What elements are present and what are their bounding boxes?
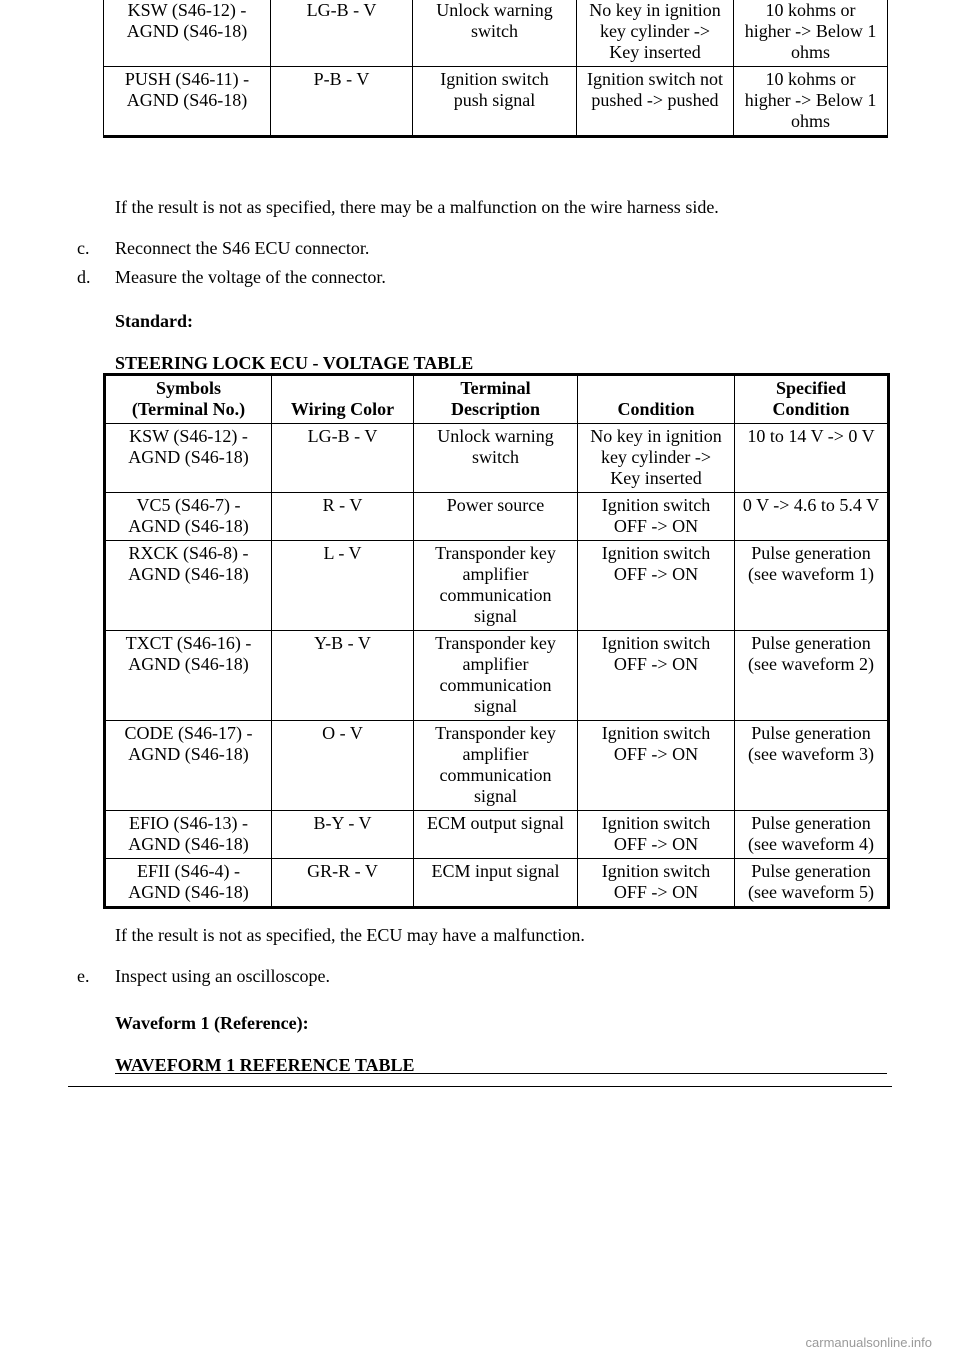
- table-cell: No key in ignition key cylinder -> Key inserted: [577, 0, 734, 67]
- table-cell: KSW (S46-12) - AGND (S46-18): [104, 0, 271, 67]
- result-note-ecu: If the result is not as specified, the ECU may have a malfunction.: [115, 925, 585, 945]
- table-header-cell: Symbols (Terminal No.): [105, 375, 272, 424]
- table-row: [104, 0, 888, 67]
- table-cell: 10 kohms or higher -> Below 1 ohms: [734, 0, 888, 67]
- waveform-table-title: WAVEFORM 1 REFERENCE TABLE: [115, 1055, 415, 1075]
- table-row: [105, 721, 889, 811]
- table-cell: EFIO (S46-13) - AGND (S46-18): [105, 811, 272, 859]
- table-cell: EFII (S46-4) - AGND (S46-18): [105, 859, 272, 908]
- table-cell: TXCT (S46-16) - AGND (S46-18): [105, 631, 272, 721]
- table-cell: PUSH (S46-11) - AGND (S46-18): [104, 67, 271, 137]
- step-d: [77, 267, 386, 288]
- table-cell: Ignition switch OFF -> ON: [578, 541, 735, 631]
- table-cell: P-B - V: [271, 67, 413, 137]
- step-c: [77, 238, 369, 259]
- step-d-marker: d.: [77, 267, 91, 287]
- table-cell: Pulse generation (see waveform 1): [735, 541, 889, 631]
- voltage-table-title: STEERING LOCK ECU - VOLTAGE TABLE: [115, 353, 474, 373]
- watermark: carmanualsonline.info: [805, 1335, 932, 1350]
- table-cell: Transponder key amplifier communication signal: [414, 721, 578, 811]
- step-c-marker: c.: [77, 238, 90, 258]
- table-cell: No key in ignition key cylinder -> Key inserted: [578, 424, 735, 493]
- table-cell: ECM output signal: [414, 811, 578, 859]
- table-cell: O - V: [272, 721, 414, 811]
- table-cell: Pulse generation (see waveform 4): [735, 811, 889, 859]
- waveform-table-rule: [115, 1073, 887, 1074]
- table-cell: Power source: [414, 493, 578, 541]
- table-cell: 0 V -> 4.6 to 5.4 V: [735, 493, 889, 541]
- table-cell: B-Y - V: [272, 811, 414, 859]
- steering-lock-ecu-voltage-table: [103, 373, 890, 909]
- step-d-text: Measure the voltage of the connector.: [115, 267, 386, 287]
- voltage-table-body: [105, 424, 889, 908]
- table-cell: R - V: [272, 493, 414, 541]
- table-cell: Pulse generation (see waveform 5): [735, 859, 889, 908]
- table-cell: Unlock warning switch: [413, 0, 577, 67]
- table-header-cell: Condition: [578, 375, 735, 424]
- table-cell: Ignition switch OFF -> ON: [578, 493, 735, 541]
- table-row: [105, 811, 889, 859]
- page-bottom-rule: [68, 1086, 892, 1087]
- standard-label: Standard:: [115, 311, 194, 331]
- top-table-body: [104, 0, 888, 137]
- table-cell: Pulse generation (see waveform 3): [735, 721, 889, 811]
- table-cell: Pulse generation (see waveform 2): [735, 631, 889, 721]
- table-row: [104, 67, 888, 137]
- step-e-marker: e.: [77, 966, 90, 986]
- step-e: [77, 966, 330, 987]
- table-row: [105, 859, 889, 908]
- table-cell: GR-R - V: [272, 859, 414, 908]
- table-cell: Unlock warning switch: [414, 424, 578, 493]
- table-header-cell: Terminal Description: [414, 375, 578, 424]
- table-row: [105, 631, 889, 721]
- wire-harness-resistance-table: [103, 0, 888, 138]
- table-cell: L - V: [272, 541, 414, 631]
- table-cell: Y-B - V: [272, 631, 414, 721]
- table-cell: CODE (S46-17) - AGND (S46-18): [105, 721, 272, 811]
- table-header-cell: Wiring Color: [272, 375, 414, 424]
- table-cell: LG-B - V: [271, 0, 413, 67]
- table-row: [105, 424, 889, 493]
- table-cell: Ignition switch push signal: [413, 67, 577, 137]
- table-cell: KSW (S46-12) - AGND (S46-18): [105, 424, 272, 493]
- table-row: [105, 541, 889, 631]
- table-cell: Transponder key amplifier communication signal: [414, 541, 578, 631]
- step-c-text: Reconnect the S46 ECU connector.: [115, 238, 370, 258]
- result-note-harness: If the result is not as specified, there may be a malfunction on the wire harness side.: [115, 197, 719, 217]
- table-cell: Ignition switch not pushed -> pushed: [577, 67, 734, 137]
- table-cell: Ignition switch OFF -> ON: [578, 631, 735, 721]
- table-cell: Ignition switch OFF -> ON: [578, 811, 735, 859]
- table-row: [105, 493, 889, 541]
- step-e-text: Inspect using an oscilloscope.: [115, 966, 330, 986]
- table-cell: LG-B - V: [272, 424, 414, 493]
- table-cell: Ignition switch OFF -> ON: [578, 859, 735, 908]
- table-cell: VC5 (S46-7) - AGND (S46-18): [105, 493, 272, 541]
- table-cell: ECM input signal: [414, 859, 578, 908]
- table-cell: RXCK (S46-8) - AGND (S46-18): [105, 541, 272, 631]
- table-cell: Transponder key amplifier communication signal: [414, 631, 578, 721]
- table-cell: Ignition switch OFF -> ON: [578, 721, 735, 811]
- waveform-label: Waveform 1 (Reference):: [115, 1013, 309, 1033]
- table-cell: 10 kohms or higher -> Below 1 ohms: [734, 67, 888, 137]
- table-cell: 10 to 14 V -> 0 V: [735, 424, 889, 493]
- table-header-cell: Specified Condition: [735, 375, 889, 424]
- voltage-table-header-row: [105, 375, 889, 424]
